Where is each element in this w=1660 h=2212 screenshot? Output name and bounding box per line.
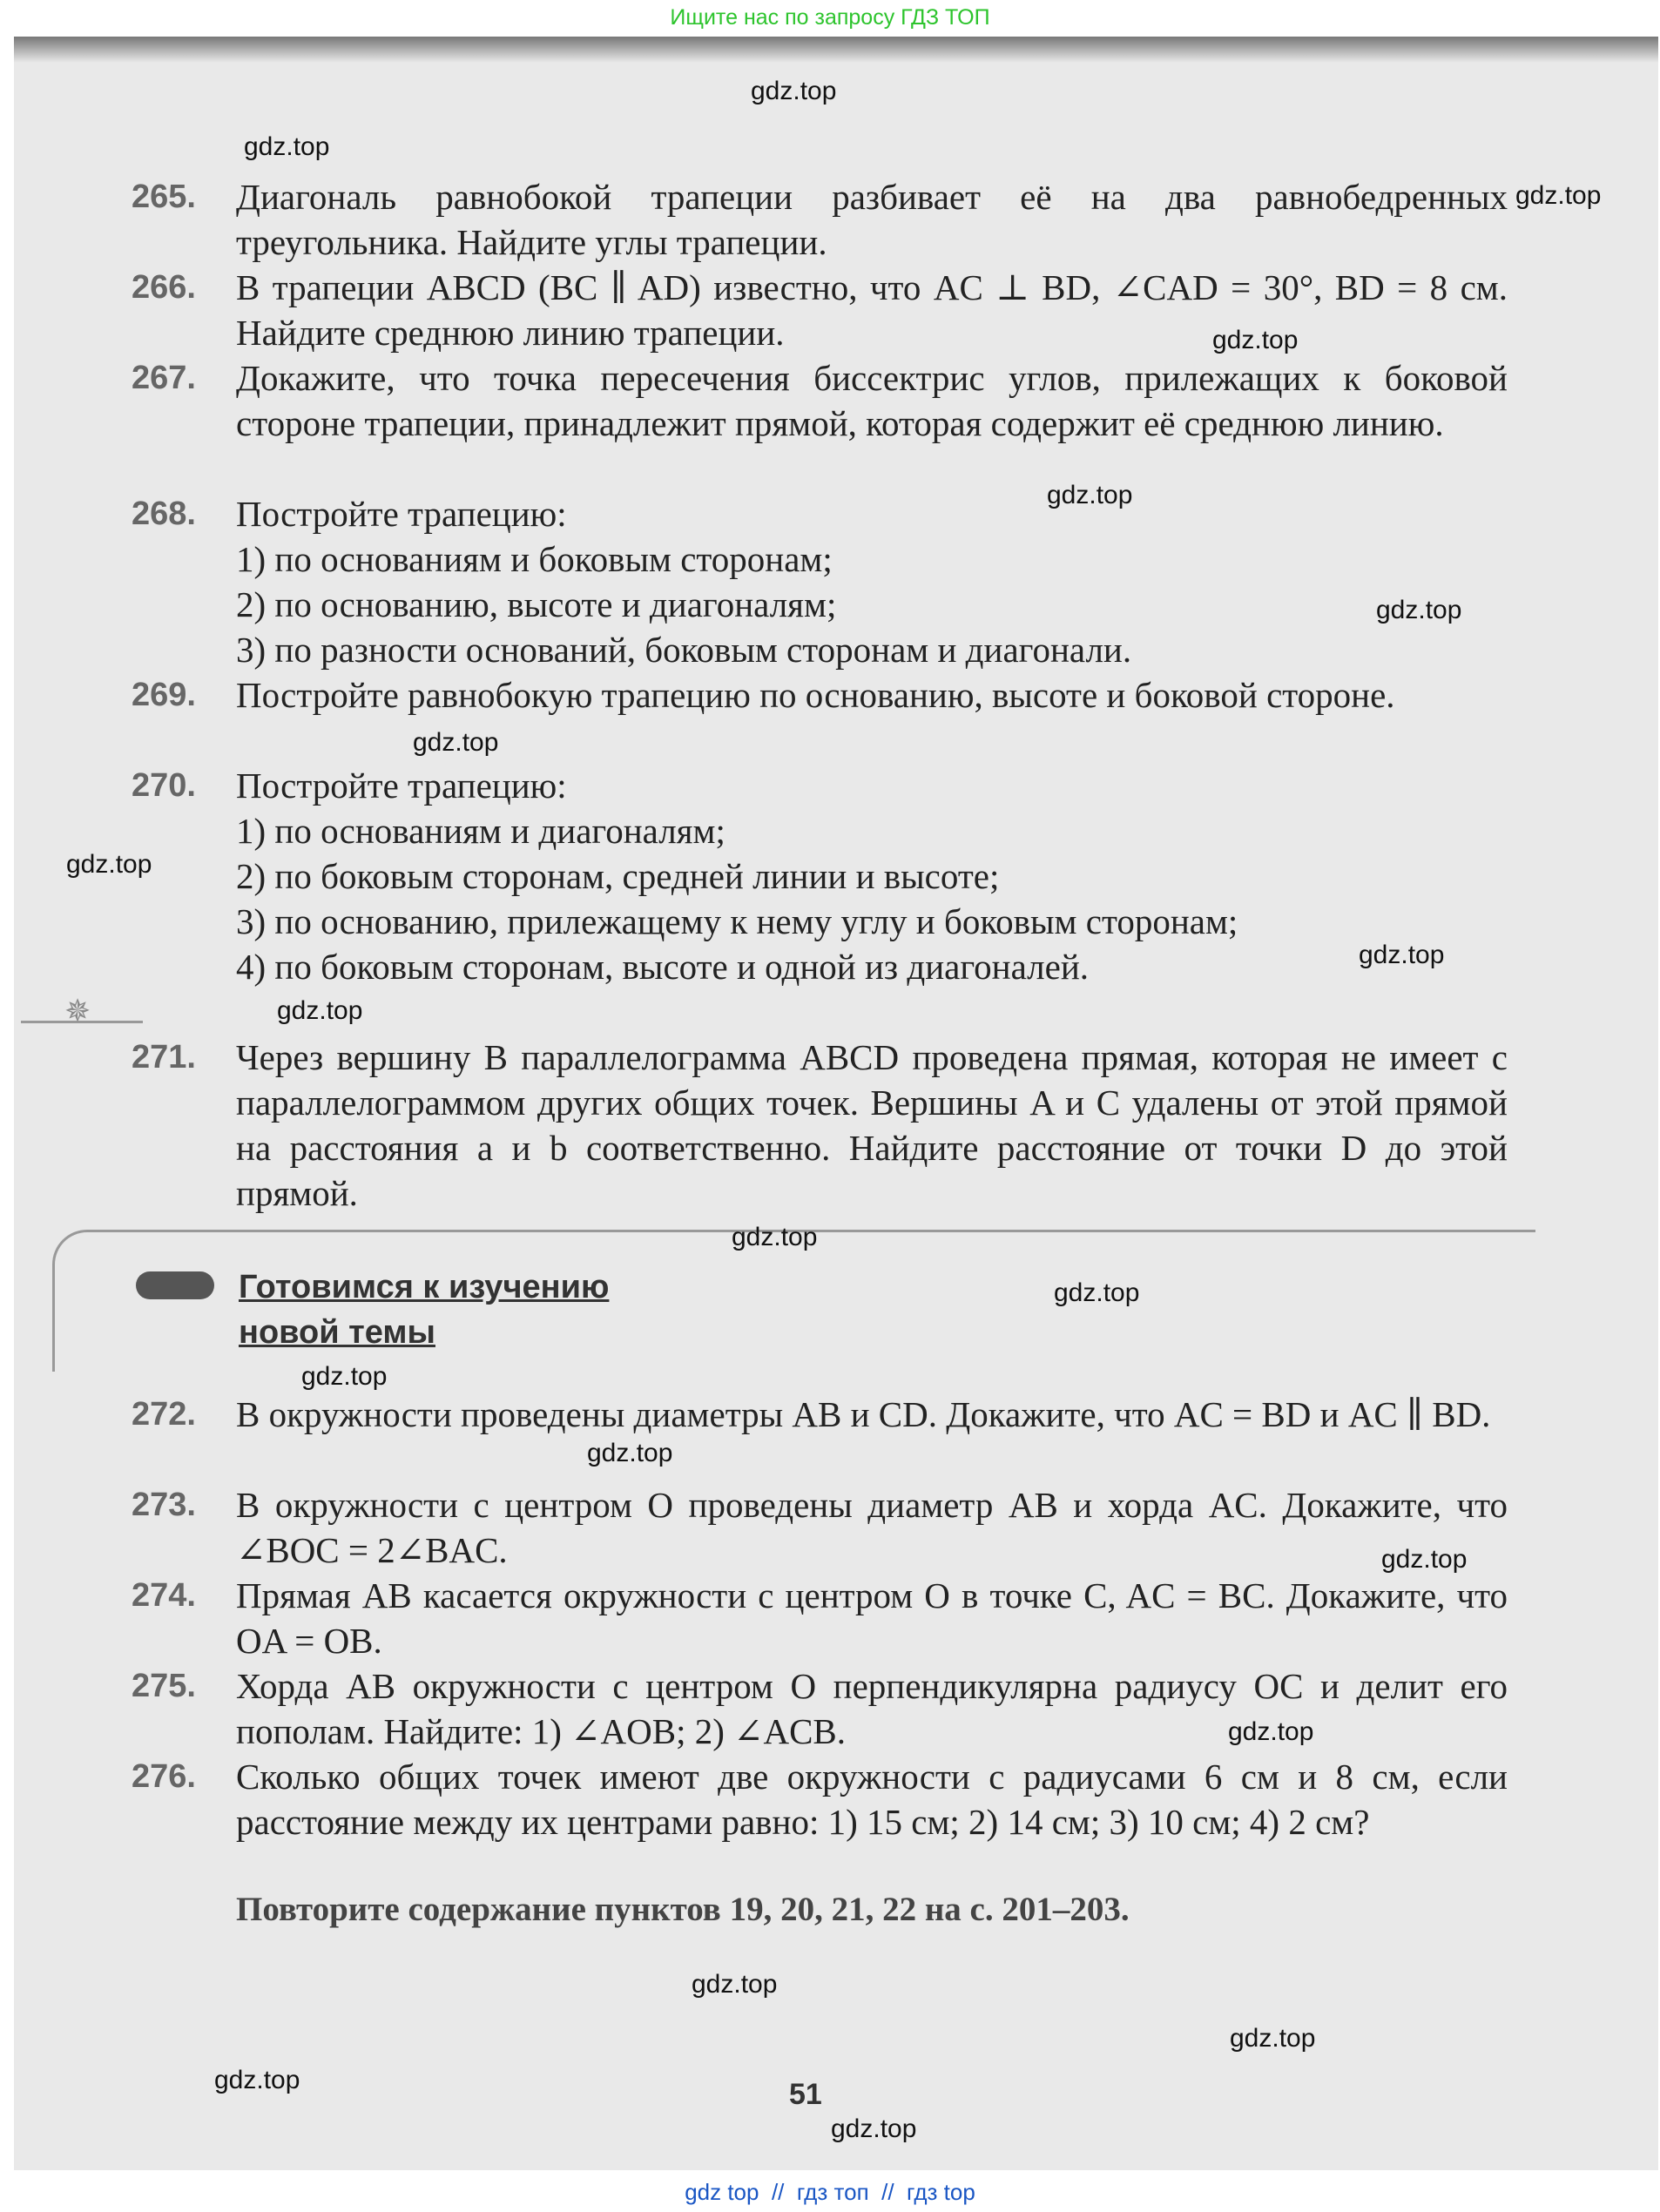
- watermark: gdz.top: [1047, 481, 1133, 509]
- watermark: gdz.top: [1212, 326, 1299, 354]
- problem-265: [132, 174, 1508, 265]
- problem-272: [132, 1392, 1508, 1437]
- star-icon: ✵: [64, 994, 91, 1028]
- problem-text: Постройте равнобокую трапецию по основанию, высоте и боковой стороне.: [236, 675, 1395, 715]
- problem-270: [132, 763, 1508, 989]
- watermark: gdz.top: [301, 1362, 388, 1391]
- watermark: gdz.top: [1381, 1545, 1468, 1574]
- problem-274: [132, 1573, 1508, 1663]
- problem-number: 269.: [132, 677, 196, 713]
- problem-text: Диагональ равнобокой трапеции разбивает её на два равнобедренных треугольника. Найдите углы трапеции.: [236, 177, 1508, 262]
- problem-number: 276.: [132, 1758, 196, 1795]
- watermark: gdz.top: [831, 2114, 917, 2143]
- problem-item: 1) по основаниям и боковым сторонам;: [236, 539, 833, 579]
- watermark: gdz.top: [751, 77, 837, 105]
- problem-text: Прямая AB касается окружности с центром O в точке C, AC = BC. Докажите, что OA = OB.: [236, 1575, 1508, 1661]
- watermark: gdz.top: [1515, 181, 1602, 210]
- page-edge-shadow: [14, 37, 1658, 63]
- problem-item: 3) по основанию, прилежащему к нему углу и боковым сторонам;: [236, 901, 1238, 941]
- problem-number: 265.: [132, 179, 196, 215]
- watermark: gdz.top: [277, 996, 363, 1025]
- problem-text: Докажите, что точка пересечения биссектрис углов, прилежащих к боковой стороне трапеции, принадлежит прямой, которая содержит её среднюю линию.: [236, 358, 1508, 443]
- problem-273: [132, 1482, 1508, 1573]
- problem-text: Хорда AB окружности с центром O перпендикулярна радиусу OC и делит его пополам. Найдите: 1) ∠AOB; 2) ∠ACB.: [236, 1666, 1508, 1751]
- problem-text: Сколько общих точек имеют две окружности с радиусами 6 см и 8 см, если расстояние между их центрами равно: 1) 15 см; 2) 14 см; 3) 10 см; 4) 2 см?: [236, 1757, 1508, 1842]
- bottom-links: [0, 2172, 1660, 2212]
- watermark: gdz.top: [692, 1970, 778, 1999]
- section-title: Готовимся к изучению новой темы: [239, 1269, 610, 1351]
- bottom-link[interactable]: гдз top: [907, 2179, 975, 2205]
- top-banner[interactable]: Ищите нас по запросу ГДЗ ТОП: [670, 5, 990, 30]
- repeat-note: Повторите содержание пунктов 19, 20, 21, 22 на с. 201–203.: [236, 1891, 1130, 1928]
- problem-number: 271.: [132, 1039, 196, 1076]
- problem-text: Постройте трапецию:: [236, 765, 567, 806]
- problem-text: Через вершину B параллелограмма ABCD проведена прямая, которая не имеет с параллелограммом других общих точек. Вершины A и C удалены от этой прямой на расстояния a и b соответственно. Найдите расстояние от точки D до этой прямой.: [236, 1037, 1508, 1213]
- bottom-link[interactable]: gdz top: [685, 2179, 759, 2205]
- link-separator: //: [765, 2179, 791, 2205]
- watermark: gdz.top: [587, 1439, 673, 1467]
- problem-271: [132, 1035, 1508, 1216]
- watermark: gdz.top: [1054, 1278, 1140, 1307]
- problem-269: [132, 672, 1508, 718]
- problem-item: 3) по разности оснований, боковым сторонам и диагонали.: [236, 630, 1132, 670]
- problem-number: 268.: [132, 496, 196, 532]
- problem-number: 272.: [132, 1396, 196, 1433]
- watermark: gdz.top: [1359, 941, 1445, 969]
- problem-266: [132, 265, 1508, 355]
- problem-text: В окружности проведены диаметры AB и CD. Докажите, что AC = BD и AC ∥ BD.: [236, 1394, 1491, 1434]
- problem-267: [132, 355, 1508, 446]
- page-number: 51: [789, 2078, 822, 2111]
- problem-text: В трапеции ABCD (BC ∥ AD) известно, что AC ⊥ BD, ∠CAD = 30°, BD = 8 см. Найдите среднюю линию трапеции.: [236, 267, 1508, 353]
- problem-text: Постройте трапецию:: [236, 494, 567, 534]
- problem-item: 2) по основанию, высоте и диагоналям;: [236, 584, 837, 624]
- problem-276: [132, 1754, 1508, 1844]
- textbook-page: [14, 37, 1658, 2170]
- watermark: gdz.top: [244, 132, 330, 161]
- problem-text: В окружности с центром O проведены диаметр AB и хорда AC. Докажите, что ∠BOC = 2∠BAC.: [236, 1485, 1508, 1570]
- problem-item: 4) по боковым сторонам, высоте и одной из диагоналей.: [236, 947, 1090, 987]
- problem-268: [132, 491, 1508, 672]
- watermark: gdz.top: [413, 728, 499, 757]
- watermark: gdz.top: [214, 2066, 300, 2094]
- problem-number: 275.: [132, 1668, 196, 1704]
- problem-number: 274.: [132, 1577, 196, 1614]
- watermark: gdz.top: [1228, 1717, 1314, 1746]
- watermark: gdz.top: [1230, 2024, 1316, 2053]
- problem-number: 267.: [132, 360, 196, 396]
- link-separator: //: [874, 2179, 901, 2205]
- problem-item: 2) по боковым сторонам, средней линии и высоте;: [236, 856, 1000, 896]
- watermark: gdz.top: [1376, 596, 1462, 624]
- problem-number: 266.: [132, 269, 196, 306]
- watermark: gdz.top: [732, 1223, 818, 1251]
- section-marker-icon: [136, 1271, 214, 1299]
- bottom-link[interactable]: гдз топ: [796, 2179, 869, 2205]
- problem-number: 270.: [132, 767, 196, 804]
- watermark: gdz.top: [66, 850, 152, 879]
- problem-item: 1) по основаниям и диагоналям;: [236, 811, 725, 851]
- problem-number: 273.: [132, 1487, 196, 1523]
